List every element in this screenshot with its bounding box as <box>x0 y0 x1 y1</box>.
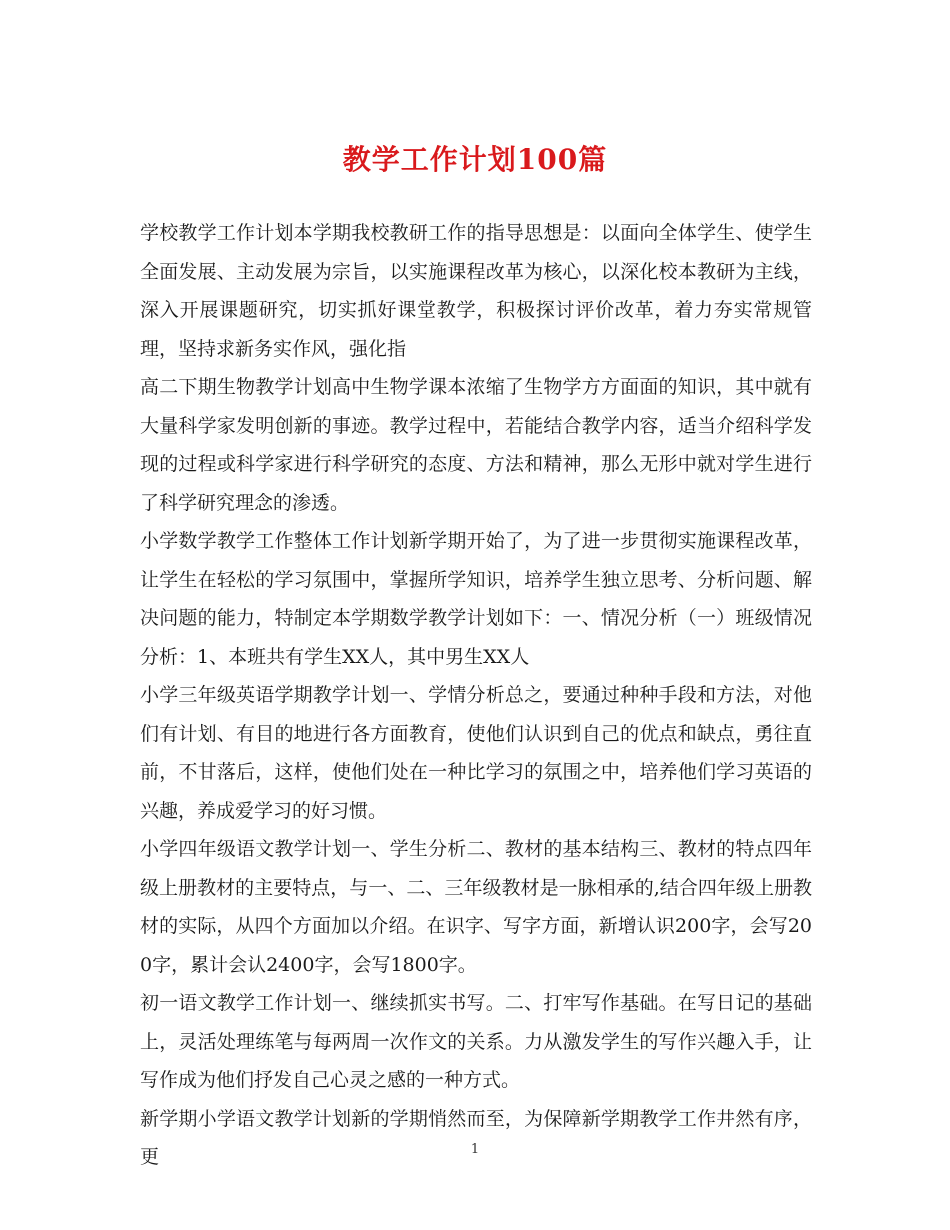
page-number: 1 <box>470 1142 480 1157</box>
paragraph-new-term-plan: 新学期小学语文教学计划新的学期悄然而至，为保障新学期教学工作井然有序，更 <box>140 1107 812 1168</box>
paragraph-school-plan: 学校教学工作计划本学期我校教研工作的指导思想是：以面向全体学生、使学生全面发展、主动发展为宗旨，以实施课程改革为核心，以深化校本教研为主线，深入开展课题研究，切实抓好课堂教学，积极探讨评价改革，着力夯实常规管理，坚持求新务实作风，强化指 <box>140 222 812 360</box>
document-body <box>140 214 812 1177</box>
paragraph-math-plan: 小学数学教学工作整体工作计划新学期开始了，为了进一步贯彻实施课程改革，让学生在轻松的学习氛围中，掌握所学知识，培养学生独立思考、分析问题、解决问题的能力，特制定本学期数学教学计划如下：一、情况分析（一）班级情况分析：1、本班共有学生XX人，其中男生XX人 <box>140 530 812 668</box>
paragraph-biology-plan: 高二下期生物教学计划高中生物学课本浓缩了生物学方方面面的知识，其中就有大量科学家发明创新的事迹。教学过程中，若能结合教学内容，适当介绍科学发现的过程或科学家进行科学研究的态度、方法和精神，那么无形中就对学生进行了科学研究理念的渗透。 <box>140 376 812 514</box>
paragraph-chinese-grade4-plan: 小学四年级语文教学计划一、学生分析二、教材的基本结构三、教材的特点四年级上册教材的主要特点，与一、二、三年级教材是一脉相承的,结合四年级上册教材的实际，从四个方面加以介绍。在识字、写字方面，新增认识200字，会写200字，累计会认2400字，会写1800字。 <box>140 838 812 976</box>
paragraph-english-plan: 小学三年级英语学期教学计划一、学情分析总之，要通过种种手段和方法，对他们有计划、有目的地进行各方面教育，使他们认识到自己的优点和缺点，勇往直前，不甘落后，这样，使他们处在一种比学习的氛围之中，培养他们学习英语的兴趣，养成爱学习的好习惯。 <box>140 684 812 822</box>
paragraph-chinese-grade7-plan: 初一语文教学工作计划一、继续抓实书写。二、打牢写作基础。在写日记的基础上，灵活处理练笔与每两周一次作文的关系。力从激发学生的写作兴趣入手，让写作成为他们抒发自己心灵之感的一种方式。 <box>140 992 812 1091</box>
document-title: 教学工作计划100篇 <box>342 143 608 176</box>
